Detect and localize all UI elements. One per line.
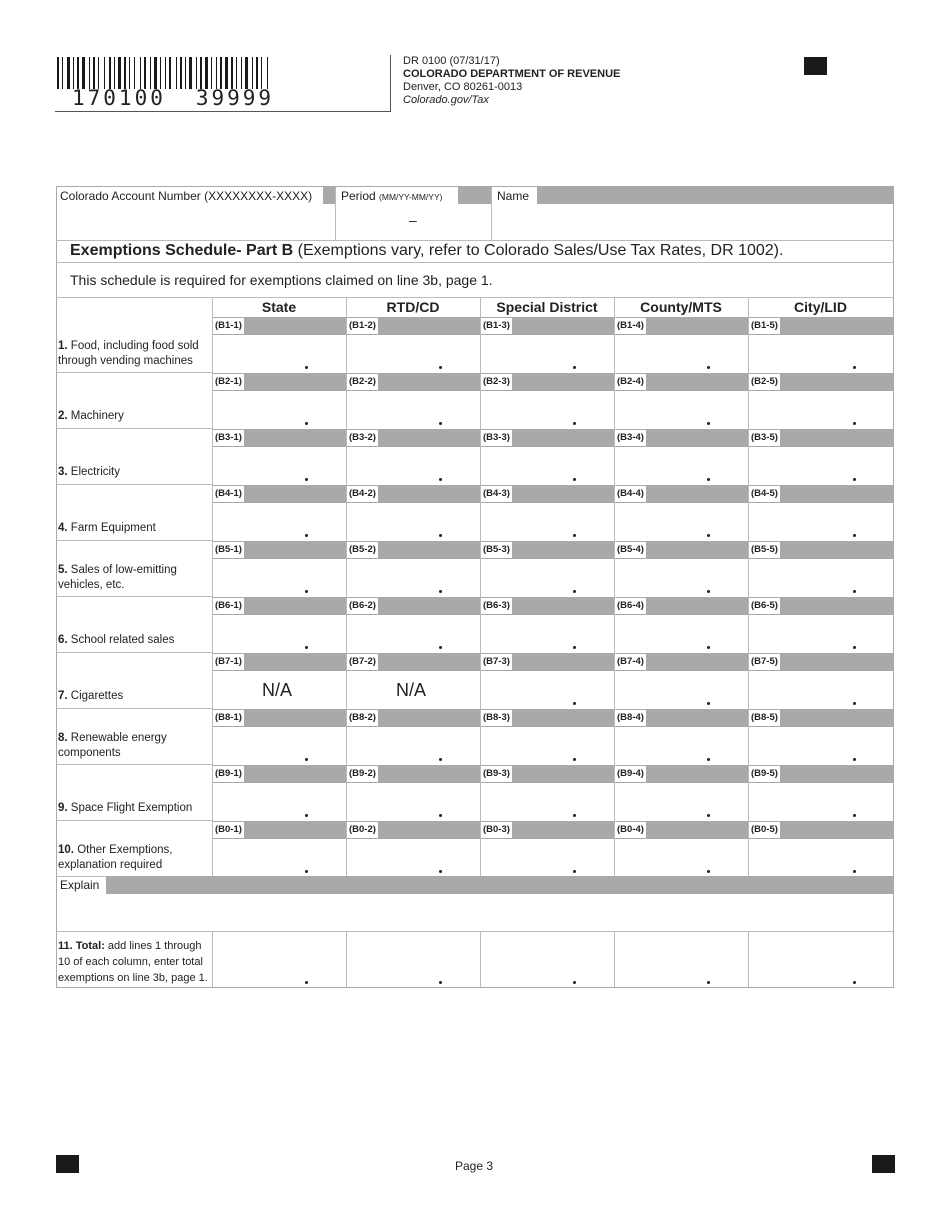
amount-input-B6-4[interactable] <box>616 617 750 653</box>
decimal-point <box>439 590 442 593</box>
decimal-point <box>707 646 710 649</box>
department-website: Colorado.gov/Tax <box>403 94 489 106</box>
not-applicable-text: N/A <box>396 680 427 700</box>
row-separator <box>56 652 213 653</box>
field-code-B9-1: (B9-1) <box>213 766 244 782</box>
field-code-B3-1: (B3-1) <box>213 430 244 446</box>
field-code-B4-2: (B4-2) <box>347 486 378 502</box>
amount-input-B1-3[interactable] <box>482 337 616 373</box>
title-row-bottom <box>56 262 894 263</box>
field-code-B6-2: (B6-2) <box>347 598 378 614</box>
decimal-point <box>707 590 710 593</box>
barcode-number-left: 170100 <box>72 86 166 110</box>
field-code-B5-3: (B5-3) <box>481 542 512 558</box>
amount-input-B5-1[interactable] <box>214 561 348 597</box>
amount-input-B3-3[interactable] <box>482 449 616 485</box>
field-code-B1-5: (B1-5) <box>749 318 780 334</box>
decimal-point <box>573 814 576 817</box>
field-code-B8-2: (B8-2) <box>347 710 378 726</box>
amount-input-B8-5[interactable] <box>750 729 895 765</box>
field-code-B9-4: (B9-4) <box>615 766 646 782</box>
department-address: Denver, CO 80261-0013 <box>403 81 523 93</box>
row-label-5: 5. Sales of low-emitting vehicles, etc. <box>58 564 177 591</box>
field-code-B0-1: (B0-1) <box>213 822 244 838</box>
field-code-B1-3: (B1-3) <box>481 318 512 334</box>
decimal-point <box>573 981 576 984</box>
registration-mark-bottom-left <box>56 1155 79 1173</box>
field-code-B2-2: (B2-2) <box>347 374 378 390</box>
amount-input-B2-2[interactable] <box>348 393 482 429</box>
field-code-B6-5: (B6-5) <box>749 598 780 614</box>
field-code-B4-4: (B4-4) <box>615 486 646 502</box>
period-divider <box>491 187 492 240</box>
period-input[interactable] <box>337 205 493 241</box>
decimal-point <box>439 814 442 817</box>
amount-input-B7-4[interactable] <box>616 673 750 709</box>
amount-input-B6-1[interactable] <box>214 617 348 653</box>
row-label-4: 4. Farm Equipment <box>58 522 156 534</box>
total-column-divider <box>480 931 481 987</box>
amount-input-B1-4[interactable] <box>616 337 750 373</box>
decimal-point <box>305 478 308 481</box>
amount-input-B2-1[interactable] <box>214 393 348 429</box>
total-column-divider <box>212 931 213 987</box>
field-code-B3-3: (B3-3) <box>481 430 512 446</box>
field-code-B0-3: (B0-3) <box>481 822 512 838</box>
amount-input-B7-3[interactable] <box>482 673 616 709</box>
row-separator <box>56 596 213 597</box>
decimal-point <box>707 758 710 761</box>
decimal-point <box>573 478 576 481</box>
amount-input-B1-5[interactable] <box>750 337 895 373</box>
schedule-title: Exemptions Schedule- Part B (Exemptions vary, refer to Colorado Sales/Use Tax Rates, DR 1002). <box>70 242 784 259</box>
decimal-point <box>853 814 856 817</box>
decimal-point <box>573 758 576 761</box>
field-code-B0-2: (B0-2) <box>347 822 378 838</box>
field-code-B7-1: (B7-1) <box>213 654 244 670</box>
field-code-B5-2: (B5-2) <box>347 542 378 558</box>
total-column-divider <box>346 931 347 987</box>
decimal-point <box>573 870 576 873</box>
amount-input-B3-1[interactable] <box>214 449 348 485</box>
field-code-B2-1: (B2-1) <box>213 374 244 390</box>
amount-input-B9-1[interactable] <box>214 785 348 821</box>
period-dash: – <box>409 212 417 228</box>
amount-input-B5-5[interactable] <box>750 561 895 597</box>
amount-input-B9-4[interactable] <box>616 785 750 821</box>
column-header-special-district: Special District <box>496 299 598 315</box>
account-number-input[interactable] <box>58 205 338 241</box>
amount-input-B5-4[interactable] <box>616 561 750 597</box>
form-header <box>403 55 620 107</box>
amount-input-B0-2[interactable] <box>348 841 482 877</box>
decimal-point <box>573 646 576 649</box>
decimal-point <box>853 870 856 873</box>
field-code-B8-3: (B8-3) <box>481 710 512 726</box>
decimal-point <box>305 870 308 873</box>
field-code-B5-4: (B5-4) <box>615 542 646 558</box>
row-separator <box>56 540 213 541</box>
schedule-note: This schedule is required for exemptions claimed on line 3b, page 1. <box>70 272 493 288</box>
amount-input-B2-5[interactable] <box>750 393 895 429</box>
decimal-point <box>573 702 576 705</box>
field-code-B0-5: (B0-5) <box>749 822 780 838</box>
decimal-point <box>439 478 442 481</box>
field-code-B9-5: (B9-5) <box>749 766 780 782</box>
account-row-bottom <box>56 240 894 241</box>
field-code-B6-3: (B6-3) <box>481 598 512 614</box>
field-code-B1-1: (B1-1) <box>213 318 244 334</box>
column-header-city-lid: City/LID <box>794 299 847 315</box>
field-code-B9-3: (B9-3) <box>481 766 512 782</box>
department-name: COLORADO DEPARTMENT OF REVENUE <box>403 68 621 80</box>
amount-input-B0-3[interactable] <box>482 841 616 877</box>
decimal-point <box>853 981 856 984</box>
amount-input-B6-5[interactable] <box>750 617 895 653</box>
amount-input-B6-3[interactable] <box>482 617 616 653</box>
amount-input-B2-4[interactable] <box>616 393 750 429</box>
field-code-B3-4: (B3-4) <box>615 430 646 446</box>
field-code-B2-3: (B2-3) <box>481 374 512 390</box>
decimal-point <box>439 422 442 425</box>
field-code-B0-4: (B0-4) <box>615 822 646 838</box>
decimal-point <box>305 422 308 425</box>
amount-input-B1-1[interactable] <box>214 337 348 373</box>
amount-input-B4-4[interactable] <box>616 505 750 541</box>
field-code-B7-5: (B7-5) <box>749 654 780 670</box>
field-code-B8-5: (B8-5) <box>749 710 780 726</box>
total-input-3[interactable] <box>482 934 616 986</box>
amount-input-B4-2[interactable] <box>348 505 482 541</box>
row-label-3: 3. Electricity <box>58 466 120 478</box>
total-input-1[interactable] <box>214 934 348 986</box>
amount-input-B9-3[interactable] <box>482 785 616 821</box>
amount-input-B7-5[interactable] <box>750 673 895 709</box>
decimal-point <box>573 590 576 593</box>
row-label-1: 1. Food, including food sold through vending machines <box>58 340 199 367</box>
period-gray-bar <box>458 187 491 204</box>
decimal-point <box>853 534 856 537</box>
decimal-point <box>439 366 442 369</box>
decimal-point <box>439 870 442 873</box>
total-label: 11. Total: add lines 1 through 10 of each column, enter total exemptions on line 3b, page 1. <box>58 940 208 984</box>
row-label-9: 9. Space Flight Exemption <box>58 802 193 814</box>
row-separator <box>56 372 213 373</box>
name-label: Name <box>497 189 530 203</box>
registration-mark-bottom-right <box>872 1155 895 1173</box>
barcode-number <box>72 86 274 110</box>
amount-input-B8-2[interactable] <box>348 729 482 765</box>
decimal-point <box>707 422 710 425</box>
barcode-underline <box>55 111 391 112</box>
decimal-point <box>707 702 710 705</box>
total-input-4[interactable] <box>616 934 750 986</box>
decimal-point <box>439 981 442 984</box>
field-code-B2-5: (B2-5) <box>749 374 780 390</box>
field-code-B7-2: (B7-2) <box>347 654 378 670</box>
amount-input-B3-2[interactable] <box>348 449 482 485</box>
decimal-point <box>305 534 308 537</box>
amount-input-B3-5[interactable] <box>750 449 895 485</box>
amount-input-B9-2[interactable] <box>348 785 482 821</box>
amount-input-B9-5[interactable] <box>750 785 895 821</box>
total-column-divider <box>614 931 615 987</box>
amount-input-B0-1[interactable] <box>214 841 348 877</box>
field-code-B6-4: (B6-4) <box>615 598 646 614</box>
field-code-B1-4: (B1-4) <box>615 318 646 334</box>
decimal-point <box>853 702 856 705</box>
account-number-gray-bar <box>323 187 335 204</box>
amount-input-B2-3[interactable] <box>482 393 616 429</box>
decimal-point <box>853 646 856 649</box>
field-code-B7-4: (B7-4) <box>615 654 646 670</box>
field-code-B1-2: (B1-2) <box>347 318 378 334</box>
field-code-B9-2: (B9-2) <box>347 766 378 782</box>
explain-gray-bar <box>106 876 893 894</box>
not-applicable-text: N/A <box>262 680 293 700</box>
decimal-point <box>573 534 576 537</box>
decimal-point <box>439 534 442 537</box>
decimal-point <box>305 758 308 761</box>
decimal-point <box>853 478 856 481</box>
amount-input-B0-5[interactable] <box>750 841 895 877</box>
decimal-point <box>305 981 308 984</box>
decimal-point <box>573 422 576 425</box>
row-separator <box>56 708 213 709</box>
row-separator <box>56 484 213 485</box>
field-code-B5-1: (B5-1) <box>213 542 244 558</box>
decimal-point <box>305 590 308 593</box>
decimal-point <box>305 366 308 369</box>
total-column-divider <box>748 931 749 987</box>
amount-input-B5-3[interactable] <box>482 561 616 597</box>
total-input-2[interactable] <box>348 934 482 986</box>
amount-input-B3-4[interactable] <box>616 449 750 485</box>
explain-label: Explain <box>60 878 100 892</box>
row-separator <box>56 764 213 765</box>
row-separator <box>56 820 213 821</box>
field-code-B8-4: (B8-4) <box>615 710 646 726</box>
amount-input-B0-4[interactable] <box>616 841 750 877</box>
explain-row-bottom <box>56 931 894 932</box>
decimal-point <box>707 534 710 537</box>
amount-input-B4-5[interactable] <box>750 505 895 541</box>
row-label-6: 6. School related sales <box>58 634 175 646</box>
field-code-B6-1: (B6-1) <box>213 598 244 614</box>
account-number-label: Colorado Account Number (XXXXXXXX-XXXX) <box>60 189 313 203</box>
explain-input[interactable] <box>58 896 896 932</box>
decimal-point <box>573 366 576 369</box>
decimal-point <box>853 366 856 369</box>
form-id: DR 0100 (07/31/17) <box>403 55 500 67</box>
name-gray-bar <box>537 187 893 204</box>
note-row-bottom <box>56 297 894 298</box>
decimal-point <box>305 646 308 649</box>
account-divider <box>335 187 336 240</box>
name-input[interactable] <box>493 205 895 241</box>
field-code-B3-2: (B3-2) <box>347 430 378 446</box>
decimal-point <box>439 758 442 761</box>
decimal-point <box>707 366 710 369</box>
decimal-point <box>853 590 856 593</box>
field-code-B4-5: (B4-5) <box>749 486 780 502</box>
field-code-B5-5: (B5-5) <box>749 542 780 558</box>
row-separator <box>56 428 213 429</box>
decimal-point <box>853 758 856 761</box>
column-header-rtd-cd: RTD/CD <box>386 299 440 315</box>
row-label-7: 7. Cigarettes <box>58 690 124 702</box>
field-code-B7-3: (B7-3) <box>481 654 512 670</box>
field-code-B4-3: (B4-3) <box>481 486 512 502</box>
total-input-5[interactable] <box>750 934 895 986</box>
barcode-number-right: 39999 <box>195 86 275 110</box>
header-divider <box>390 55 391 112</box>
amount-input-B8-1[interactable] <box>214 729 348 765</box>
amount-input-B1-2[interactable] <box>348 337 482 373</box>
decimal-point <box>707 478 710 481</box>
column-header-state: State <box>261 299 297 315</box>
decimal-point <box>707 870 710 873</box>
decimal-point <box>853 422 856 425</box>
decimal-point <box>707 814 710 817</box>
period-label: Period (MM/YY-MM/YY) <box>341 189 443 203</box>
decimal-point <box>305 814 308 817</box>
field-code-B3-5: (B3-5) <box>749 430 780 446</box>
field-code-B4-1: (B4-1) <box>213 486 244 502</box>
amount-input-B5-2[interactable] <box>348 561 482 597</box>
amount-input-B4-3[interactable] <box>482 505 616 541</box>
registration-mark-top-right <box>804 57 827 75</box>
row-label-2: 2. Machinery <box>58 410 124 422</box>
page-number: Page 3 <box>455 1159 494 1173</box>
amount-input-B4-1[interactable] <box>214 505 348 541</box>
amount-input-B8-4[interactable] <box>616 729 750 765</box>
barcode-image <box>57 57 309 89</box>
field-code-B2-4: (B2-4) <box>615 374 646 390</box>
row-label-10: 10. Other Exemptions, explanation required <box>58 844 173 871</box>
field-code-B8-1: (B8-1) <box>213 710 244 726</box>
decimal-point <box>707 981 710 984</box>
decimal-point <box>439 646 442 649</box>
amount-input-B6-2[interactable] <box>348 617 482 653</box>
amount-input-B8-3[interactable] <box>482 729 616 765</box>
row-label-8: 8. Renewable energy components <box>58 732 167 759</box>
column-header-county-mts: County/MTS <box>640 299 722 315</box>
